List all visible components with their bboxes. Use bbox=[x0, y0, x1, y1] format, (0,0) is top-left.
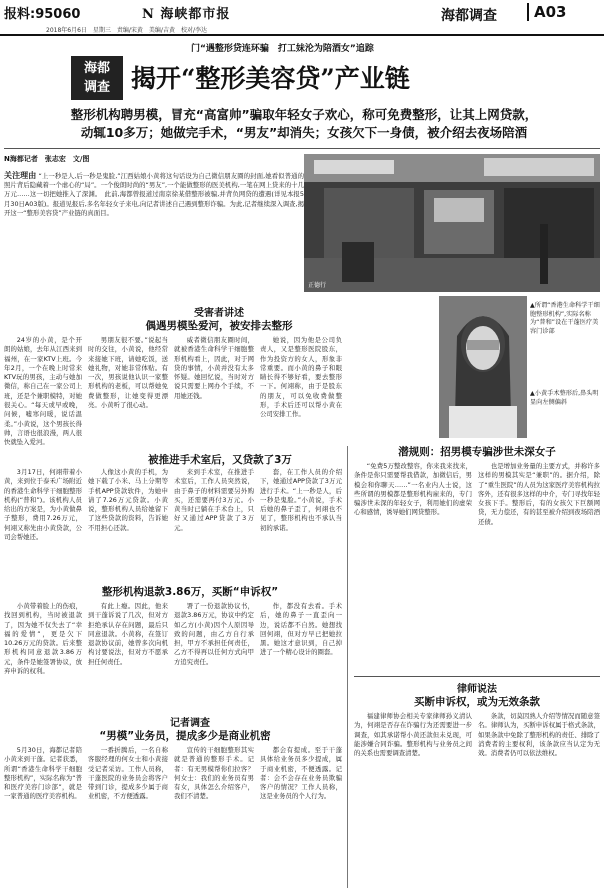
body-col-7 bbox=[174, 468, 254, 568]
para: 套，在工作人员的介绍下，她通过APP贷款了3万元进行手术。“上一秒是人，后一秒是鬼脸。”小黄说，手术后她的鼻子歪了，何翊也不见了，整形机构也不承认当初的承诺。 bbox=[260, 468, 342, 532]
body-col-11 bbox=[174, 602, 254, 706]
photo2-caption-text: ▲小黄手术整形后,鼻头明显向左侧偏斜 bbox=[530, 390, 599, 406]
para: 也是增加业务量的主要方式，并称许多这样的男模其实是“兼职”的。据介绍，除了“重生医院”的人员为这家医疗美容机构拉客外，还有很多这样的中介，专门寻找年轻女孩下手。整形后，有的女孩欠下巨额网贷，无力偿还，有的甚至被介绍到夜场陪酒还债。 bbox=[478, 462, 600, 526]
body-col-18 bbox=[478, 462, 600, 672]
main-headline: 揭开“整形美容贷”产业链 bbox=[131, 64, 410, 93]
body-col-12 bbox=[260, 602, 342, 706]
body-col-6 bbox=[88, 468, 168, 568]
para: 一番折腾后，一名自称客服经理的何女士和小黄接受记者采访。工作人员称，干蓬医院的业务员会将客户带到门诊，提成多少属于商业机密，不方便透露。 bbox=[88, 746, 168, 801]
body-col-4 bbox=[260, 336, 342, 440]
para: “免费5万整改整容，你来我来找来，条件是你只需要帮我借款，加微信后，男模会和你聊天……”一名业内人士说，这些所谓的男模都是整形机构雇来的，专门骗涉世未深的年轻女子，利用她们的虚荣心和感情，诱导她们网贷整形。 bbox=[354, 462, 472, 517]
body-col-2 bbox=[88, 336, 168, 440]
body-col-16 bbox=[260, 746, 342, 888]
para: 威者微信朋友圈时间，就被香港生命科学干细胞整形机构看上，因此，对于网贷的事情，小黄并没有太多怀疑。她回忆说，当时对方说只需要上网办个手续，不用她还钱。 bbox=[174, 336, 254, 400]
issue-meta: 2018年6月6日 星期三 责编/宋黄 美编/吉黄 校对/李达 bbox=[46, 27, 207, 34]
victim-photo-art bbox=[439, 296, 527, 438]
section-label-line2: 调查 bbox=[83, 80, 110, 95]
body-col-14 bbox=[88, 746, 168, 888]
para: 3月17日，何翊带着小黄，来到位于泰禾广场附近的香港生命科学干细胞整形机构(“普和”)。该机构人员给出的方案是，为小黄做鼻子整形，费用7.26万元，何翊又称先由小黄贷款，公司会帮她还。 bbox=[4, 468, 82, 542]
section-name: 海都调查 bbox=[441, 8, 497, 24]
header-rule bbox=[0, 34, 604, 36]
storefront-photo bbox=[304, 154, 600, 292]
section6-title: 买断申诉权，或为无效条款 bbox=[414, 696, 540, 708]
para: 她说，因为他是公司负责人，又是整形医院股东，作为投资方的女人，形象非常重要。而小黄的鼻子和眼睛长得不够好看，要去整形一下。何翊称，由于是股东的朋友，可以免收费做整形，手术后还可以帮小黄在公司安排工作。 bbox=[260, 336, 342, 419]
para: 5月30日，海都记者陪小黄来到干蓬。记者获悉，所谓“香港生命科学干细胞整形机构”，实际名称为“普和医疗美容门诊部”，就是一家普通的医疗美容机构。 bbox=[4, 746, 82, 801]
para: 小黄带着脸上的伤痕，找回到机构，当时被退款了，因为她不仅失去了“幸福的爱情”，更是欠下10.26万元的贷款。后来整形机构同意退款3.86万元，条件是她签署协议，放弃申诉的权利。 bbox=[4, 602, 82, 676]
body-col-19 bbox=[354, 712, 472, 888]
para: 男朋友很不要。”说起当时的交往，小黄说，他经常来接她下班，请她吃饭，送她礼物，对她非常体贴。有一次，男孩说他认识一家整形机构的老板，可以帮她免费做整形，让她变得更漂亮。小黄听了很心动。 bbox=[88, 336, 168, 410]
body-col-17 bbox=[354, 462, 472, 672]
body-col-13 bbox=[4, 746, 82, 888]
body-col-20 bbox=[478, 712, 600, 888]
body-col-3 bbox=[174, 336, 254, 440]
para: 24岁的小黄，是个开朗的姑娘，去年从江西来到福州，在一家KTV上班。今年2月，一个在晚上时常来KTV玩的男孩，主动与她加微信，称自己在一家公司上班，还是个兼职模特，对她很关心。“每天或早或晚，问候，嘘寒问暖，说话温柔。”小黄说，这个男孩长得帅，言语也很浪漫，两人很快就坠入爱河。 bbox=[4, 336, 82, 447]
photo1-caption-text: ▲所谓“香港生命科学干细胞整形机构”,实际名称为“普和”设在干蓬医疗美容门诊部 bbox=[530, 302, 600, 335]
para: 宣传的干细胞整形其实就是普通的整形手术。记者：有无男模帮你们拉客？何女士：我们的业务员有男有女，具体怎么介绍客户，我们不清楚。 bbox=[174, 746, 254, 801]
para: 人像这小黄的手机，为她下载了小米、马上分期等手机APP贷款软件，为她申请了7.26万元贷款。小黄说，整形机构人员给她留下了这些贷款的资料，告诉她不用担心还款。 bbox=[88, 468, 168, 532]
hotline-number: 报料:95060 bbox=[4, 7, 81, 22]
section3-title: 整形机构退款3.86万，买断“申诉权” bbox=[101, 586, 279, 598]
section-label-line1: 海都 bbox=[83, 61, 110, 76]
divider bbox=[354, 676, 600, 677]
newspaper-masthead: N 海峡都市报 bbox=[142, 7, 231, 22]
storefront-photo-art bbox=[304, 154, 600, 292]
para: 福建律师协会相关专家律师孙义清认为，何翊是否存在诈骗行为还需要进一步调查，如其承诺帮小黄还款但未兑现，可能涉嫌合同诈骗。整形机构与业务员之间的关系也需要调查清楚。 bbox=[354, 712, 472, 758]
section2-title: 被推进手术室后，又贷款了3万 bbox=[148, 454, 292, 466]
para: 作，都没有去看。手术后，她的鼻子一直歪向一边，说话都不自然。她想找回何翊，但对方早已把她拉黑。她这才意识到，自己掉进了一个精心设计的圈套。 bbox=[260, 602, 342, 657]
page-header bbox=[0, 0, 604, 36]
section4-kicker: 记者调查 bbox=[170, 718, 210, 729]
para: 有此上瘾。因此，他来到干蓬诉说了几次，但对方拒绝承认存在问题，最后只同意退款。小黄称，在签订退款协议前，她曾多次向机构讨要说法，但对方不愿承担任何责任。 bbox=[88, 602, 168, 666]
body-col-10 bbox=[88, 602, 168, 706]
kicker-line: 门“遇整形贷连环骗 打工妹沦为陪酒女”追踪 bbox=[191, 44, 374, 54]
section1-title: 偶遇男模坠爱河，被安排去整形 bbox=[145, 320, 293, 332]
para: 条款，切莫因熟人介绍等情况而随意签名。律师认为，买断申诉权属于格式条款，如果条款中免除了整形机构的责任、排除了消费者的主要权利，该条款应当认定为无效。消费者仍可以依法维权。 bbox=[478, 712, 600, 758]
focus-text: “上一秒是人,后一秒是鬼脸,”江西姑娘小黄将这句话设为自己微信朋友圈的封面,她看似普通的照片背后隐藏着一个虐心的“局”。一个俊朗时尚的“男友”,一个能做整形的医美机构,一笔在网上贷来的十几万元……这一切把她推入了深渊。 此前,海都曾报道过南京徐某借整形被骗,并背负网贷的遭遇(详见本报5月30日A03版)。报道见报后,多名年轻女子来电,向记者讲述自己遇到整形诈骗。为此,记者继续深入调查,揭开这一“整形美容贷”产业链的真面目。 bbox=[4, 172, 304, 217]
focus-box bbox=[4, 170, 304, 218]
para: 署了一份退款协议书，退款3.86万元，协议中约定如乙方(小黄)因个人原因导致的问题，由乙方自行承担，甲方不承担任何责任，乙方不得再以任何方式向甲方追究责任。 bbox=[174, 602, 254, 666]
column-divider bbox=[347, 446, 348, 888]
section1-kicker: 受害者讲述 bbox=[194, 308, 244, 319]
section5-title: 潜规则：招男模专骗涉世未深女子 bbox=[398, 446, 556, 458]
body-col-1 bbox=[4, 336, 82, 447]
para: 来到手术室，在推进手术室后，工作人员突然说，由于鼻子的材料需要另外购买，还需要再付3万元。小黄当时已躺在手术台上，只好又通过APP贷款了3万元。 bbox=[174, 468, 254, 532]
body-col-8 bbox=[260, 468, 342, 568]
deck-line-2: 动辄10多万；她做完手术，“男友”却消失；女孩欠下一身债，被介绍去夜场陪酒 bbox=[80, 125, 528, 140]
section-label-box bbox=[71, 56, 123, 100]
victim-photo bbox=[439, 296, 527, 438]
body-col-15 bbox=[174, 746, 254, 888]
focus-label: 关注理由 bbox=[4, 171, 37, 180]
para: 都会有提成。至于干蓬具体给业务员多少提成，属于商业机密，不便透露。记者：会不会存在业务员欺骗客户的情况？工作人员称，这是业务员的个人行为。 bbox=[260, 746, 342, 801]
deck-line-1: 整形机构聘男模，冒充“高富帅”骗取年轻女子欢心，称可免费整形，让其上网贷款， bbox=[70, 107, 538, 122]
section4-title: “男模”业务员，提成多少是商业机密 bbox=[99, 730, 271, 742]
body-col-5 bbox=[4, 468, 82, 568]
section6-kicker: 律师说法 bbox=[457, 684, 497, 695]
body-col-9 bbox=[4, 602, 82, 706]
storefront-caption: 正德行 bbox=[308, 282, 327, 289]
byline: N海都记者 张志宏 文/图 bbox=[4, 155, 90, 163]
page-number: A03 bbox=[527, 3, 566, 21]
divider bbox=[4, 148, 600, 149]
